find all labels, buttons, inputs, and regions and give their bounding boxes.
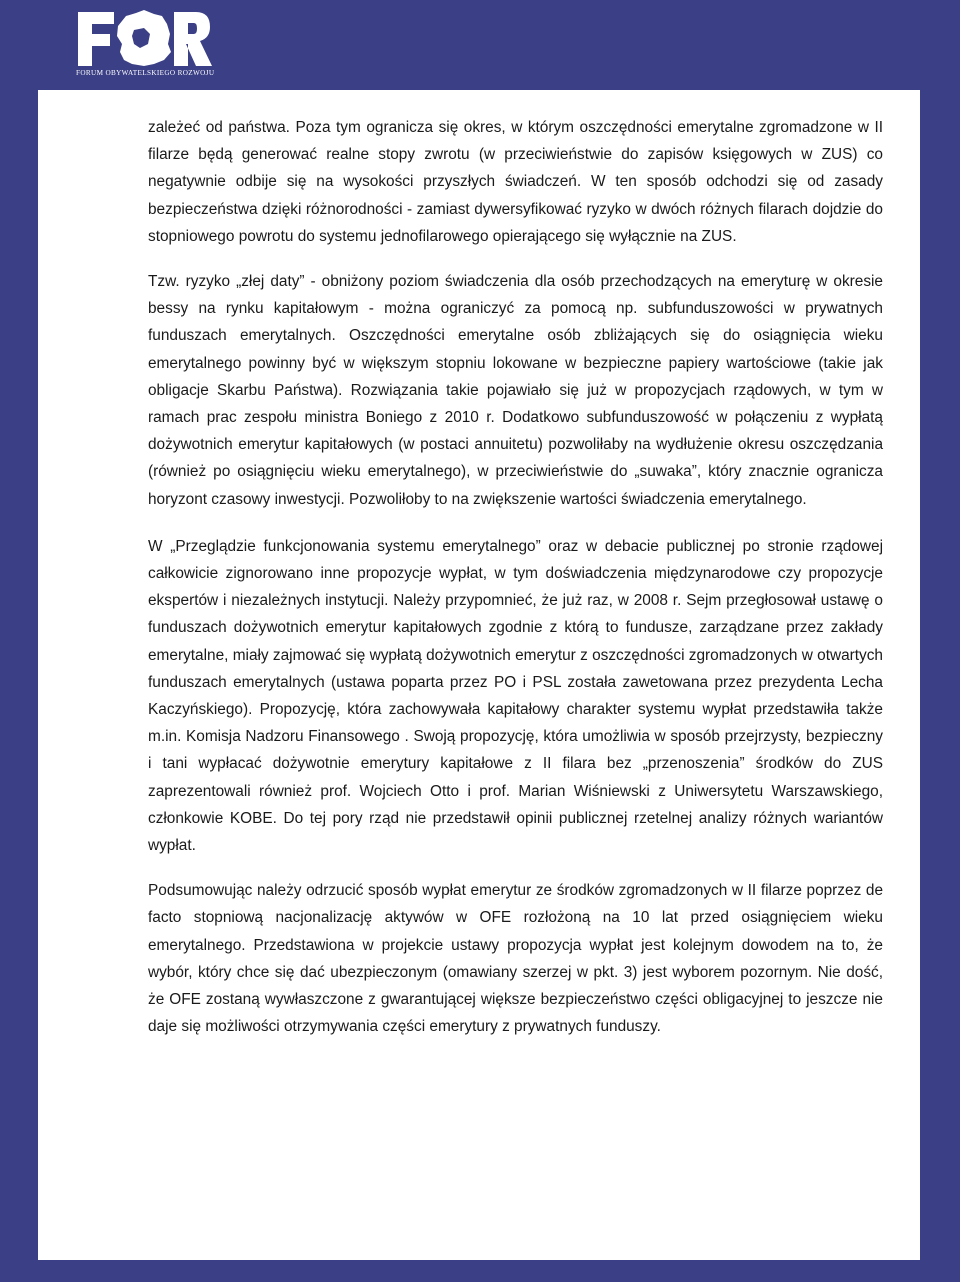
left-border <box>0 90 38 1262</box>
for-logo-mark <box>74 6 214 70</box>
paragraph: W „Przeglądzie funkcjonowania systemu emerytalnego” oraz w debacie publicznej po stronie rządowej całkowicie zignorowano inne propozycje wypłat, w tym doświadczenia międzynarodowe czy propozycje ekspertów i niezależnych instytucji. Należy przypomnieć, że już raz, w 2008 r. Sejm przegłosował ustawę o funduszach dożywotnich emerytur kapitałowych zgodnie z którą to fundusze, zarządzane przez zakłady emerytalne, miały zajmować się wypłatą dożywotnich emerytur z oszczędności zgromadzonych w otwartych funduszach emerytalnych (ustawa poparta przez PO i PSL została zawetowana przez prezydenta Lecha Kaczyńskiego). Propozycję, która zachowywała kapitałowy charakter systemu wypłat przedstawiła także m.in. Komisja Nadzoru Finansowego . Swoją propozycję, która umożliwia w sposób przejrzysty, bezpieczny i tani wypłacać dożywotnie emerytury kapitałowe z II filara bez „przenoszenia” środków do ZUS zaprezentowali również prof. Wojciech Otto i prof. Marian Wiśniewski z Uniwersytetu Warszawskiego, członkowie KOBE. Do tej pory rząd nie przedstawił opinii publicznej rzetelnej analizy różnych wariantów wypłat. <box>148 537 883 855</box>
paragraph: Tzw. ryzyko „złej daty” - obniżony poziom świadczenia dla osób przechodzących na emeryturę w okresie bessy na rynku kapitałowym - można ograniczyć za pomocą np. subfunduszowości w prywatnych funduszach emerytalnych. Oszczędności emerytalne osób zbliżających się do osiągnięcia wieku emerytalnego powinny być w większym stopniu lokowane w bezpieczne papiery wartościowe (takie jak obligacje Skarbu Państwa). Rozwiązania takie pojawiało się już w propozycjach rządowych, w tym w ramach prac zespołu ministra Boniego z 2010 r. Dodatkowo subfunduszowość w połączeniu z wypłatą dożywotnich emerytur kapitałowych (w postaci annuitetu) pozwoliłaby na wydłużenie okresu oszczędzania (również po osiągnięciu wieku emerytalnego), w przeciwieństwie do „suwaka”, który znacznie ogranicza horyzont czasowy inwestycji. Pozwoliłoby to na zwiększenie wartości świadczenia emerytalnego. <box>148 273 883 508</box>
document-body <box>148 114 883 1059</box>
footer-band <box>0 1260 960 1282</box>
document-page <box>38 90 920 1260</box>
logo-tagline: FORUM OBYWATELSKIEGO ROZWOJU <box>76 69 215 77</box>
right-border <box>920 90 960 1262</box>
header-band <box>0 0 960 90</box>
paragraph: Podsumowując należy odrzucić sposób wypłat emerytur ze środków zgromadzonych w II filarze poprzez de facto stopniową nacjonalizację aktywów w OFE rozłożoną na 10 lat przed osiągnięciem wieku emerytalnego. Przedstawiona w projekcie ustawy propozycja wypłat jest kolejnym dowodem na to, że wybór, który chce się dać ubezpieczonym (omawiany szerzej w pkt. 3) jest wyborem pozornym. Nie dość, że OFE zostaną wywłaszczone z gwarantującej większe bezpieczeństwo części obligacyjnej to jeszcze nie daje się możliwości otrzymywania części emerytury z prywatnych funduszy. <box>148 882 883 1036</box>
paragraph: zależeć od państwa. Poza tym ogranicza się okres, w którym oszczędności emerytalne zgromadzone w II filarze będą generować realne stopy zwrotu (w przeciwieństwie do zapisów księgowych w ZUS) co negatywnie odbije się na wysokości przyszłych świadczeń. W ten sposób odchodzi się od zasady bezpieczeństwa dzięki różnorodności - zamiast dywersyfikować ryzyko w dwóch różnych filarach dojdzie do stopniowego powrotu do systemu jednofilarowego opierającego się wyłącznie na ZUS. <box>148 119 883 245</box>
for-logo <box>74 6 214 86</box>
